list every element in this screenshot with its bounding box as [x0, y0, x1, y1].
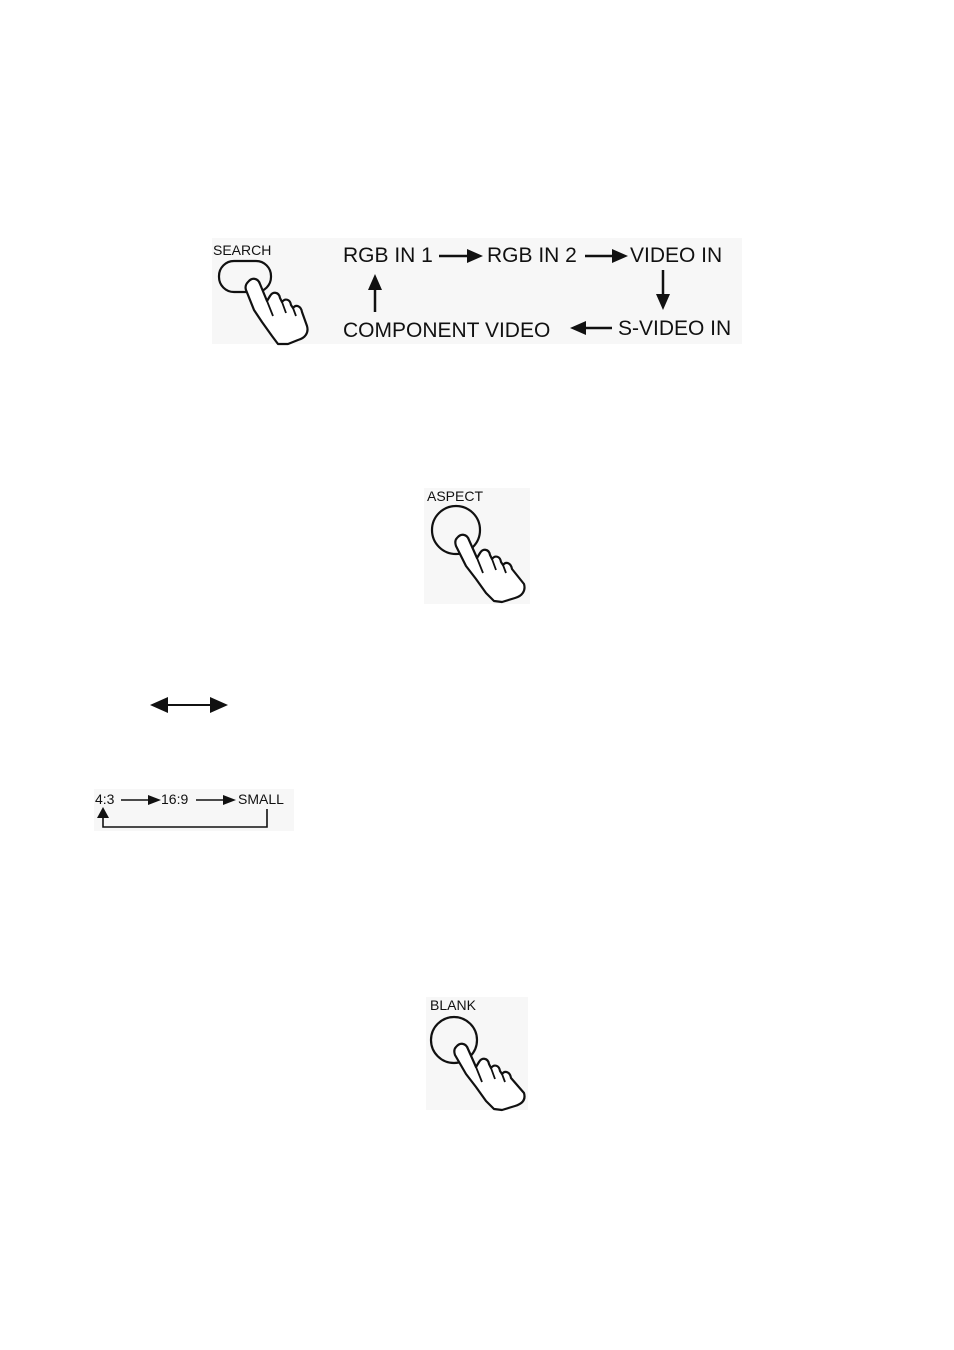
- aspect-item-16-9: 16:9: [161, 791, 189, 807]
- search-button-label: SEARCH: [213, 242, 272, 258]
- aspect-button-hand-icon[interactable]: [424, 504, 530, 604]
- arrow-left-icon: [570, 320, 612, 336]
- arrow-right-icon: [196, 794, 236, 806]
- sequence-item-rgb-in-2: RGB IN 2: [487, 244, 577, 267]
- blank-button-hand-icon[interactable]: [426, 1013, 530, 1110]
- search-button-hand-icon[interactable]: [212, 258, 312, 344]
- aspect-button-label: ASPECT: [427, 488, 484, 504]
- sequence-item-s-video-in: S-VIDEO IN: [618, 317, 732, 340]
- aspect-item-small: SMALL: [238, 791, 284, 807]
- arrow-right-icon: [439, 248, 483, 264]
- blank-button-label: BLANK: [430, 997, 476, 1013]
- double-arrow-icon: [150, 697, 228, 713]
- aspect-item-4-3: 4:3: [95, 791, 115, 807]
- arrow-down-icon: [654, 270, 672, 310]
- arrow-right-icon: [121, 794, 161, 806]
- arrow-right-icon: [585, 248, 628, 264]
- sequence-item-component-video: COMPONENT VIDEO: [343, 319, 551, 342]
- loop-back-arrow-icon: [96, 807, 271, 829]
- sequence-item-rgb-in-1: RGB IN 1: [343, 244, 433, 267]
- sequence-item-video-in: VIDEO IN: [630, 244, 723, 267]
- arrow-up-icon: [366, 274, 384, 312]
